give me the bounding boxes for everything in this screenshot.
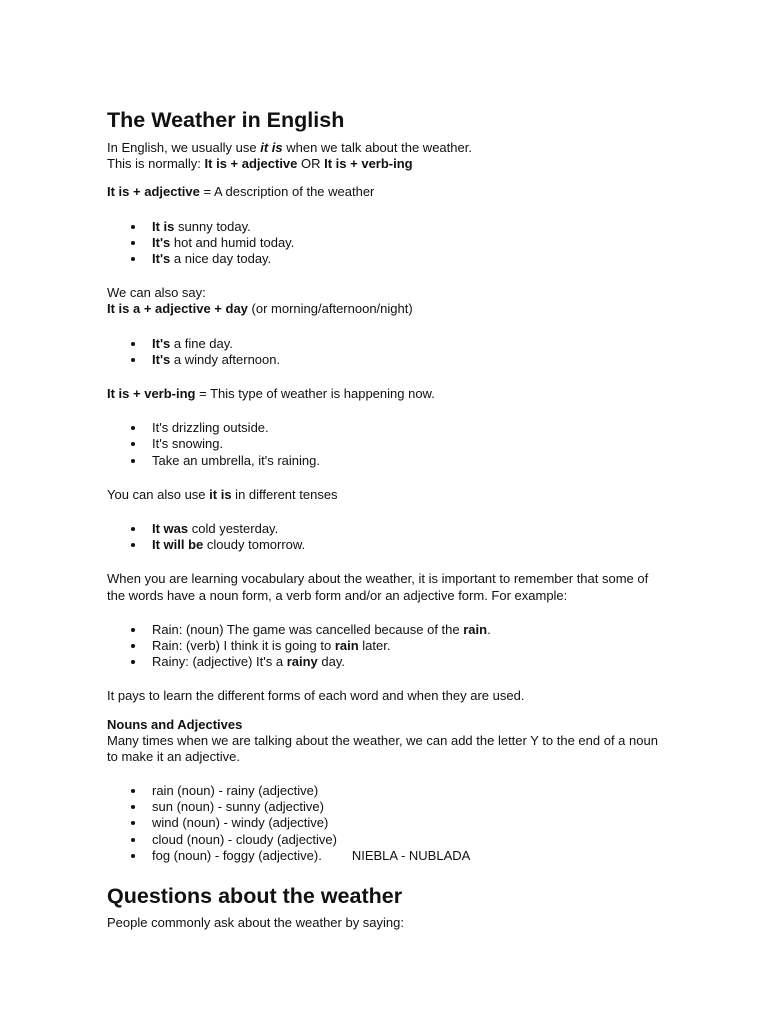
page-title: The Weather in English bbox=[107, 108, 345, 132]
list-item: It's snowing. bbox=[107, 436, 667, 452]
intro-line-2: This is normally: It is + adjective OR It is + verb-ing bbox=[107, 156, 413, 172]
vocab-paragraph: When you are learning vocabulary about the weather, it is important to remember that some of the words have a noun form, a verb form and/or an adjective form. For example: bbox=[107, 571, 649, 603]
document-content bbox=[107, 106, 667, 931]
fog-entry: fog (noun) - foggy (adjective). bbox=[152, 847, 322, 863]
day-rule: It is a + adjective + day (or morning/afternoon/night) bbox=[107, 301, 413, 317]
list-item: Take an umbrella, it's raining. bbox=[107, 453, 667, 469]
verb-examples-list bbox=[107, 420, 667, 469]
list-item: wind (noun) - windy (adjective) bbox=[107, 815, 667, 831]
nouns-heading: Nouns and Adjectives bbox=[107, 716, 243, 732]
nouns-paragraph: Many times when we are talking about the weather, we can add the letter Y to the end of a noun to make it an adjective. bbox=[107, 732, 658, 764]
list-item: It's hot and humid today. bbox=[107, 235, 667, 251]
list-item: cloud (noun) - cloudy (adjective) bbox=[107, 832, 667, 848]
adjective-examples-list bbox=[107, 219, 667, 268]
list-item: It is sunny today. bbox=[107, 219, 667, 235]
questions-intro: People commonly ask about the weather by saying: bbox=[107, 915, 405, 931]
pays-paragraph: It pays to learn the different forms of each word and when they are used. bbox=[107, 688, 525, 704]
list-item: It's drizzling outside. bbox=[107, 420, 667, 436]
fog-note: NIEBLA - NUBLADA bbox=[351, 847, 471, 863]
list-item: Rain: (noun) The game was cancelled because of the rain. bbox=[107, 622, 667, 638]
list-item: It was cold yesterday. bbox=[107, 521, 667, 537]
list-item: It's a fine day. bbox=[107, 336, 667, 352]
noun-adjective-list bbox=[107, 783, 667, 864]
list-item: Rain: (verb) I think it is going to rain later. bbox=[107, 638, 667, 654]
rain-examples-list bbox=[107, 622, 667, 671]
verb-rule: It is + verb-ing = This type of weather is happening now. bbox=[107, 386, 435, 402]
list-item bbox=[107, 848, 667, 864]
list-item: It's a nice day today. bbox=[107, 251, 667, 267]
tenses-line: You can also use it is in different tenses bbox=[107, 486, 338, 502]
intro-line-1: In English, we usually use it is when we talk about the weather. bbox=[107, 140, 472, 155]
also-say-line: We can also say: bbox=[107, 285, 206, 301]
day-examples-list bbox=[107, 336, 667, 368]
list-item: sun (noun) - sunny (adjective) bbox=[107, 799, 667, 815]
list-item: Rainy: (adjective) It's a rainy day. bbox=[107, 654, 667, 670]
tense-examples-list bbox=[107, 521, 667, 553]
list-item: rain (noun) - rainy (adjective) bbox=[107, 783, 667, 799]
list-item: It's a windy afternoon. bbox=[107, 352, 667, 368]
adjective-rule: It is + adjective = A description of the weather bbox=[107, 184, 375, 200]
questions-title: Questions about the weather bbox=[107, 884, 403, 909]
list-item: It will be cloudy tomorrow. bbox=[107, 537, 667, 553]
